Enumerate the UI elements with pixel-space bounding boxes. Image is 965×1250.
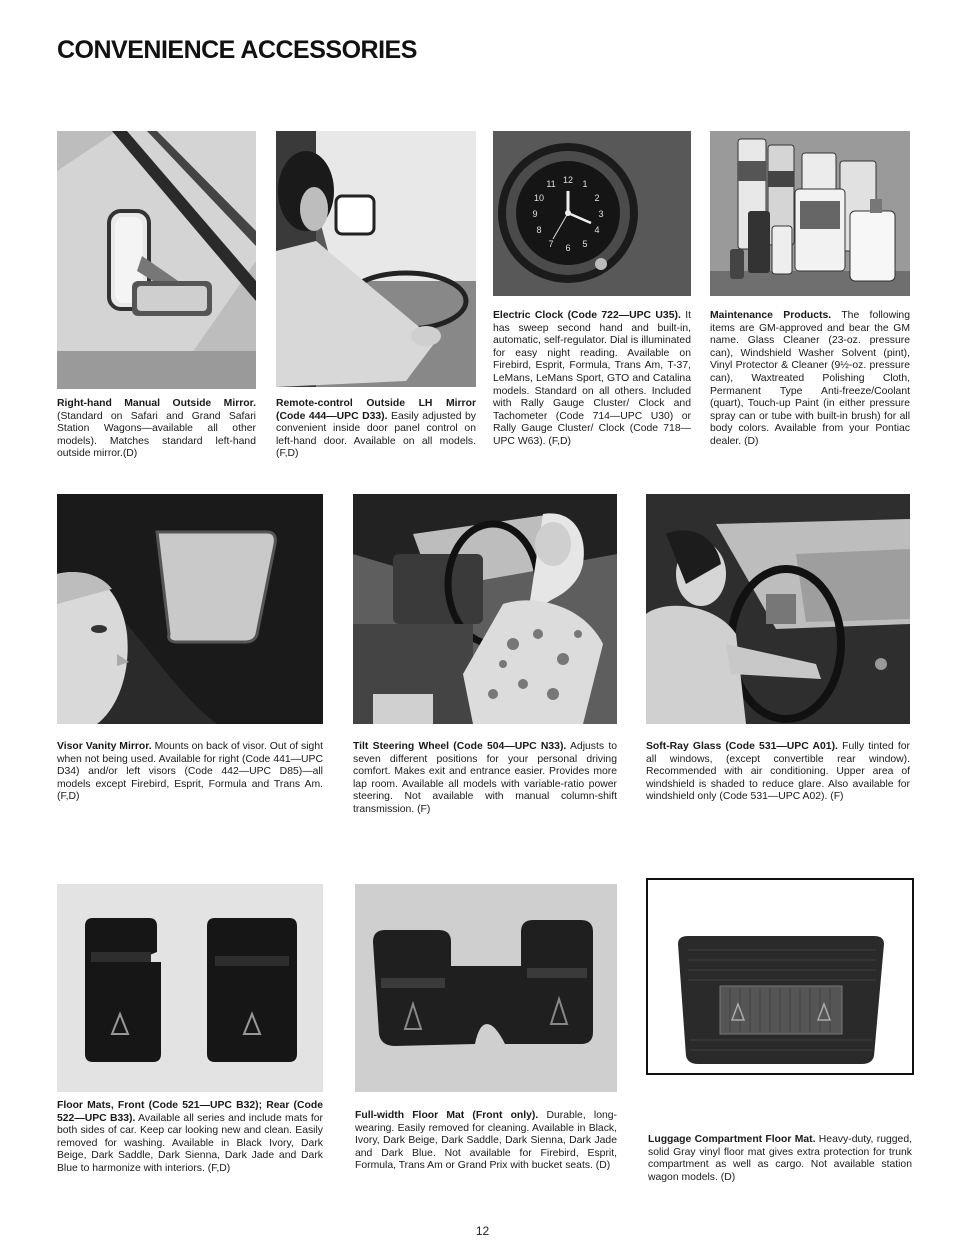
clock-numeral: 5 xyxy=(582,239,588,249)
caption-text: Adjusts to seven different positions for your personal driving comfort. Makes exit and entrance easier. Provides more lap room. Available all models with variable-ratio power steering. Not available with manual column-shift transmission. (F) xyxy=(353,741,617,815)
photo-tilt-steering-wheel xyxy=(353,494,617,724)
photo-right-hand-mirror xyxy=(57,131,256,389)
caption-soft-ray-glass xyxy=(646,741,910,804)
caption-electric-clock xyxy=(493,310,691,449)
caption-heading: Luggage Compartment Floor Mat. xyxy=(648,1134,816,1145)
caption-text: Fully tinted for all windows, (except convertible rear window). Recommended with air conditioning. Upper area of windshield is shaded to reduce glare. Also available for windshield only (Code 531—UPC A02). (F) xyxy=(646,741,910,803)
caption-text: Easily adjusted by convenient inside door panel control on left-hand door. Available on all models. (F,D) xyxy=(276,410,476,460)
caption-visor-vanity-mirror xyxy=(57,741,323,804)
caption-luggage-floor-mat xyxy=(648,1134,912,1184)
caption-front-rear-floor-mats xyxy=(57,1100,323,1176)
clock-numeral: 9 xyxy=(532,209,538,219)
clock-numeral: 4 xyxy=(594,225,600,235)
caption-heading: Maintenance Products. xyxy=(710,310,832,321)
caption-text: The following items are GM-approved and bear the GM name. Glass Cleaner (23-oz. pressure can), Windshield Washer Solvent (pint), Vinyl Protector & Cleaner (9½-oz. pressure can), Waxtreated Polishing Cloth, Permanent Type Anti-freeze/Coolant (quart), Touch-up Paint (in either pressure spray can or tube with built-in brush) for all body colors. Available from your Pontiac dealer. (D) xyxy=(710,310,910,447)
caption-maintenance-products xyxy=(710,310,910,449)
caption-tilt-steering-wheel xyxy=(353,741,617,817)
clock-numeral: 1 xyxy=(582,179,588,189)
clock-numeral: 7 xyxy=(548,239,554,249)
caption-full-width-floor-mat xyxy=(355,1110,617,1173)
caption-text: Durable, long-wearing. Easily removed for cleaning. Available in Black, Ivory, Dark Beige, Dark Saddle, Dark Sienna, Dark Jade and Dark Blue. Not available for Firebird, Esprit, Formula, Trans Am or Grand Prix with bucket seats. (D) xyxy=(355,1110,617,1172)
caption-text: Heavy-duty, rugged, solid Gray vinyl floor mat gives extra protection for trunk compartment as well as cargo. Not available station wagon models. (D) xyxy=(648,1134,912,1183)
caption-heading: Soft-Ray Glass (Code 531—UPC A01). xyxy=(646,741,838,752)
photo-remote-control-mirror xyxy=(276,131,476,387)
caption-heading: Remote-control Outside LH Mirror (Code 444—UPC D33). xyxy=(276,398,476,422)
caption-text: (Standard on Safari and Grand Safari Station Wagons—available all other models). Matches standard left-hand outside mirror.(D) xyxy=(57,410,256,460)
clock-numeral: 3 xyxy=(598,209,604,219)
photo-maintenance-products xyxy=(710,131,910,296)
caption-text: Mounts on back of visor. Out of sight when not being used. Available for right (Code 441—UPC D34) and/or left visors (Code 442—UPC D85)—all models except Firebird, Esprit, Formula and Trans Am. (F,D) xyxy=(57,741,324,803)
caption-heading: Tilt Steering Wheel (Code 504—UPC N33). xyxy=(353,741,567,752)
caption-heading: Electric Clock (Code 722—UPC U35). xyxy=(493,310,681,321)
caption-heading: Full-width Floor Mat (Front only). xyxy=(355,1110,539,1121)
clock-numeral: 8 xyxy=(536,225,542,235)
caption-heading: Floor Mats, Front (Code 521—UPC B32); Rear (Code 522—UPC B33). xyxy=(57,1100,323,1124)
luggage-mat-frame xyxy=(646,878,914,1075)
clock-numeral: 6 xyxy=(565,243,571,253)
clock-numeral: 12 xyxy=(562,175,574,185)
caption-text: It has sweep second hand and built-in, automatic, self-regulator. Dial is illuminated for easy night reading. Available on Firebird, Esprit, Formula, Trans Am, T-37, LeMans, LeMans Sport, GTO and Catalina models. Standard on all others. Included with Rally Gauge Cluster/ Clock and Tachometer (Code 714—UPC U30) or Rally Gauge Cluster/ Clock (Code 718—UPC W63). (F,D) xyxy=(493,310,691,447)
page-number: 12 xyxy=(475,1224,490,1238)
clock-numeral: 2 xyxy=(594,193,600,203)
caption-heading: Right-hand Manual Outside Mirror. xyxy=(57,398,256,409)
page-title: CONVENIENCE ACCESSORIES xyxy=(57,36,417,64)
caption-right-hand-mirror xyxy=(57,398,256,461)
photo-front-rear-floor-mats xyxy=(57,884,323,1092)
caption-heading: Visor Vanity Mirror. xyxy=(57,741,152,752)
photo-soft-ray-glass xyxy=(646,494,910,724)
photo-visor-vanity-mirror xyxy=(57,494,323,724)
photo-electric-clock xyxy=(493,131,691,296)
caption-remote-control-mirror xyxy=(276,398,476,461)
photo-full-width-floor-mat xyxy=(355,884,617,1092)
caption-text: Available all series and include mats for both sides of car. Keep car looking new and clean. Easily removed for washing. Available in Black Ivory, Dark Beige, Dark Saddle, Dark Sienna, Dark Jade and Dark Blue to harmonize with interiors. (F,D) xyxy=(57,1112,323,1174)
clock-numeral: 11 xyxy=(546,179,556,189)
clock-numeral: 10 xyxy=(533,193,545,203)
